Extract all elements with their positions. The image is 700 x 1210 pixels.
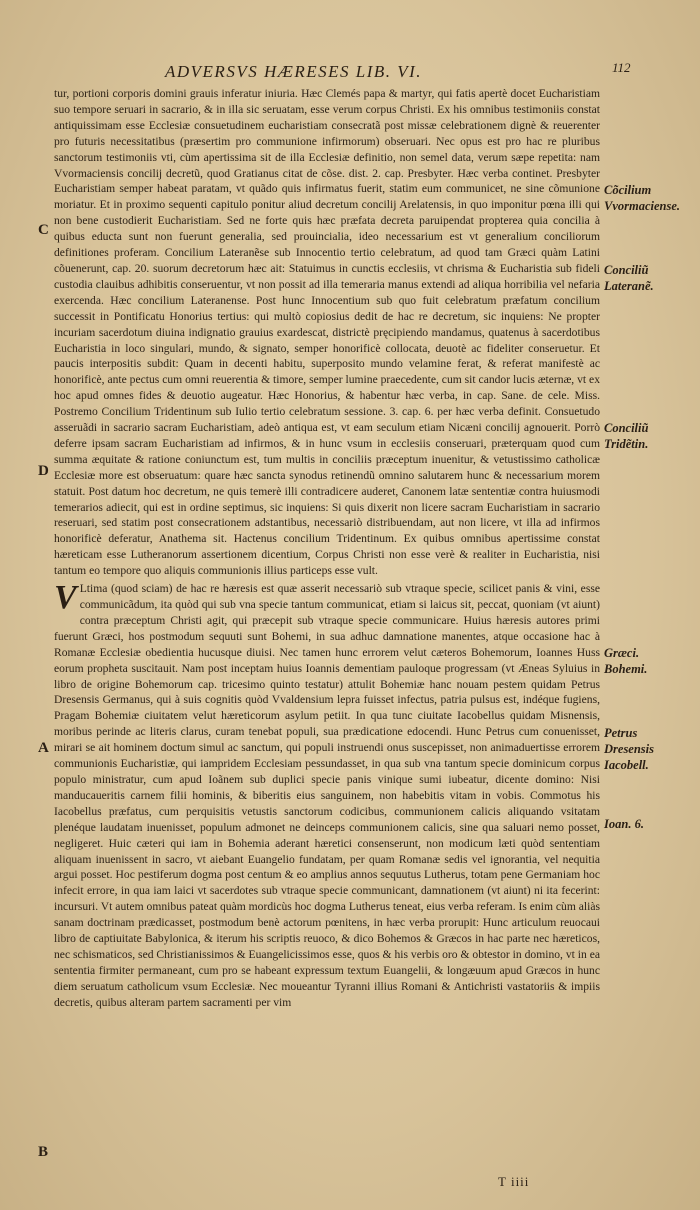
margin-note-tridentinum: Conciliũ Tridẽtin. — [604, 421, 649, 451]
section-letter-d: D — [38, 463, 49, 479]
margin-note-graeci-bohemi: Græci. Bohemi. — [604, 646, 648, 676]
main-text-block — [54, 86, 600, 1011]
margin-note-lateranense: Conciliũ Lateranẽ. — [604, 263, 654, 293]
margin-note-ioan-6: Ioan. 6. — [604, 817, 644, 831]
drop-cap: V — [54, 579, 77, 617]
section-letter-a: A — [38, 740, 49, 756]
running-title: ADVERSVS HÆRESES LIB. VI. — [165, 62, 423, 81]
paragraph-utraque-species — [54, 581, 600, 1010]
folio-number: 112 — [612, 60, 631, 75]
paragraph-utraque-text: Ltima (quod sciam) de hac re hæresis est quæ asserit necessariò sub vtraque specie, scilicet panis & vini, esse communicãdum, ita quòd qui sub vna specie tantum communicat, etiam si laicus sit, peccat, quoniam (vt aiunt) contra præceptum Christi agit, qui præcepit sub vtraque specie communicare. Huius hæresis autores primi fuerunt Græci, hos postmodum sequuti sunt Bohemi, in sua adhuc damnatione manentes, atque occasione hac à Romanæ Ecclesiæ obedientia hucusque diuisi. Nec tamen hunc errorem velut cæteros Bohemorum, Ioannes Huss eorum propheta suscitauit. Nam post inceptam huius Ioannis dementiam pauloque progressam (vt Æneas Syluius in libro de origine Bohemorum cap. tricesimo quinto testatur) attulit Bohemiæ hanc nouam pestem quidam Petrus Dresensis Germanus, qui à suis cognitis quòd Vvaldensium lepra fuisset infectus, patria pulsus est, indéque fugiens, Pragam Bohemiæ ciuitatem velut hæreticorum asylum petiit. In qua tunc ciuitate Iacobellus quidam Misnensis, moribus perinde ac literis clarus, curam tenebat populi, sua prædicatione edocendi. Hunc Petrus cum conuenisset, mirari se ait hominem doctum simul ac sanctum, qui populi instruendi onus suscepisset, non animaduertisse errorem communionis Eucharistiæ, qui iampridem Ecclesiam pessundasset, in qua sub vna tantum specie dominicum corpus populo ministratur, cum apud Ioãnem sub duplici specie panis vinique sumi iubeatur, dicente domino: Nisi manducaueritis carnem filii hominis, & biberitis eius sanguinem, non habebitis vitam in vobis. Commotus his Iacobellus præfatus, cum perquisitis vetustis sanctorum codicibus, communionem calicis aliquando vsitatam plenéque laudatam inuenisset, populum admonet ne deinceps communionem calicis, sine qua saluari nemo posset, negligeret. Huic cæteri qui iam in Bohemia aderant hæretici consenserunt, non modicum læti quòd sententiam aliquam inuenissent in sacro, vt aiebant Euangelio fundatam, per quam Romanæ sedis vel ignorantia, vel nequitia argui posset. Hoc pestiferum dogma post centum & eo amplius annos sequutus Lutherus, totam pene Germaniam hoc infecit errore, in qua iam laici vt sacerdotes sub vtraque specie communicant, damnationem (vt aiunt) ni ita fecerint: incursuri. Vt autem omnibus pateat quàm mordicùs hoc dogma Lutherus teneat, eius verba referam. Is enim cùm aliàs sanam doctrinam prædicasset, postmodum benè actorum pœnitens, in hæc verba prorupit: Hunc articulum reuocaui libro de captiuitate Babylonica, & iterum his scriptis reuoco, & dico Bohemos & Græcos in hac parte nec hæreticos, nec schismaticos, sed Christianissimos & Euangelicissimos esse, quos & his verbis oro & obtestor in domino, vt in ea sententia firmiter permaneant, cum pro se habeant expressum textum Euangelii, & longæuum apud Græcos in hunc diem seruatum catholicum vsum Ecclesiæ. Nec moueantur Tyranni illius Romani & Antichristi vastatoriis & impiis decretis, quibus alteram partem sacramenti per vim — [54, 582, 600, 1009]
section-letter-b: B — [38, 1144, 49, 1160]
margin-note-wormaciense: Cõcilium Vvormaciense. — [604, 183, 681, 213]
section-letter-c: C — [38, 222, 49, 238]
paragraph-eucharist-reservation: tur, portioni corporis domini grauis inferatur iniuria. Hæc Clemés papa & martyr, qui fatis apertè docet Eucharistiam suo tempore seruari in sacrario, & in illa sic seruatam, esse verum corpus Christi. Ex his omnibus testimoniis constat antiquissimam esse Ecclesiæ consuetudinem eucharistiam consecratã post missæ celebrationem dignè & reuerenter pro futuris necessitatibus (præsertim pro communione infirmorum) obseruari. Nec opus est pro hac re pluribus sanctorum testimoniis vti, cùm apertissima sit de illa Ecclesiæ definitio, non semel data, verum sæpe repetita: nam Vvormaciensis concilij decretũ, quod Gratianus citat de cõse. dist. 2. cap. Presbyter. Hæc verba continet. Presbyter Eucharistiam semper habeat paratam, vt quãdo quis infirmatus fuerit, statim eum communicet, ne sine cõmunione moriatur. Et in proximo sequenti capitulo ponitur aliud decretum concilij Arelatensis, in quo imponitur pœna illi qui non bene custodierit Eucharistiam. Sed ne forte quis hæc præfata decreta paruipendat propterea quia concilia à quibus educta sunt non fuerunt generalia, sed prouincialia, ideo necessarium est vt generalium conciliorum definitiones proferam. Concilium Lateranẽse sub Innocentio tertio celebratum, ad quod tam Græci quàm Latini cõuenerunt, cap. 20. suorum decretorum hæc ait: Statuimus in cunctis ecclesiis, vt chrisma & Eucharistia sub fideli custodia clauibus adhibitis conseruentur, vt non possit ad illa temeraria manus extendi ad aliqua horribilia vel nefaria exercenda. Hæc concilium Lateranense. Post hunc Innocentium sub quo fuit celebratum præfatum concilium successit in Pontificatu Honorius tertius: qui multò copiosius dedit de hac re decretum, sic inquiens: Ne propter incuriam sacerdotum diuina indignatio grauius exardescat, districtè pręcipiendo mandamus, quatenus à sacerdotibus Eucharistia in loco singulari, mundo, & signato, semper honorificè collocata, deuotè ac fideliter conseruetur. Et paucis interpositis subdit: Quam in decenti habitu, superposito mundo velamine ferat, & referat manifestè ac honorificè, ante pectus cum omni reuerentia & timore, semper lumine praecedente, cum sit candor lucis æternæ, vt ex hoc apud omnes fides & deuotio augeatur. Hæc Honorius, & habentur hæc verba, in cap. Sane. de cele. Miss. Postremo Concilium Tridentinum sub Iulio tertio celebratum sessione. 3. cap. 6. per hæc verba definit. Consuetudo asseruãdi in sacrario sacram Eucharistiam, adeò antiqua est, vt eam seculum etiam Nicæni concilij agnouerit. Porrò deferre ipsam sacram Eucharistiam ad infirmos, & in hunc vsum in ecclesiis conseruari, præterquam quod cum summa æquitate & ratione coniunctum est, tum multis in conciliis præceptum inuenitur, & vetustissimo catholicæ Ecclesiæ more est obseruatum: quare hæc sancta synodus retinendũ omnino salutarem hunc & necessarium morem statuit. Post datum hoc decretum, ne quis temerè illi contradicere auderet, Canonem latæ sententiæ contra huiusmodi temerarios adiecit, qui est in ordine septimus, sic inquiens: Si quis dixerit non licere sacram Eucharistiam in sacrario reseruari, sed statim post consecrationem adstantibus, necessariò distribuendam, aut non licere, vt illa ad infirmos honorificè deferatur, Anathema sit. Hactenus concilium Tridentinum. Ex quibus omnibus apertissime constat hæreticam esse Lutheranorum assertionem dicentium, Corpus Christi non esse verè & realiter in Eucharistia, nisi tantum eo tempore quo aliquis communionis illius particeps esse vult. — [54, 87, 600, 578]
margin-note-petrus-dresensis: Petrus Dresensis Iacobell. — [604, 726, 655, 772]
page-header — [0, 62, 700, 84]
signature-mark: T iiii — [498, 1174, 530, 1189]
